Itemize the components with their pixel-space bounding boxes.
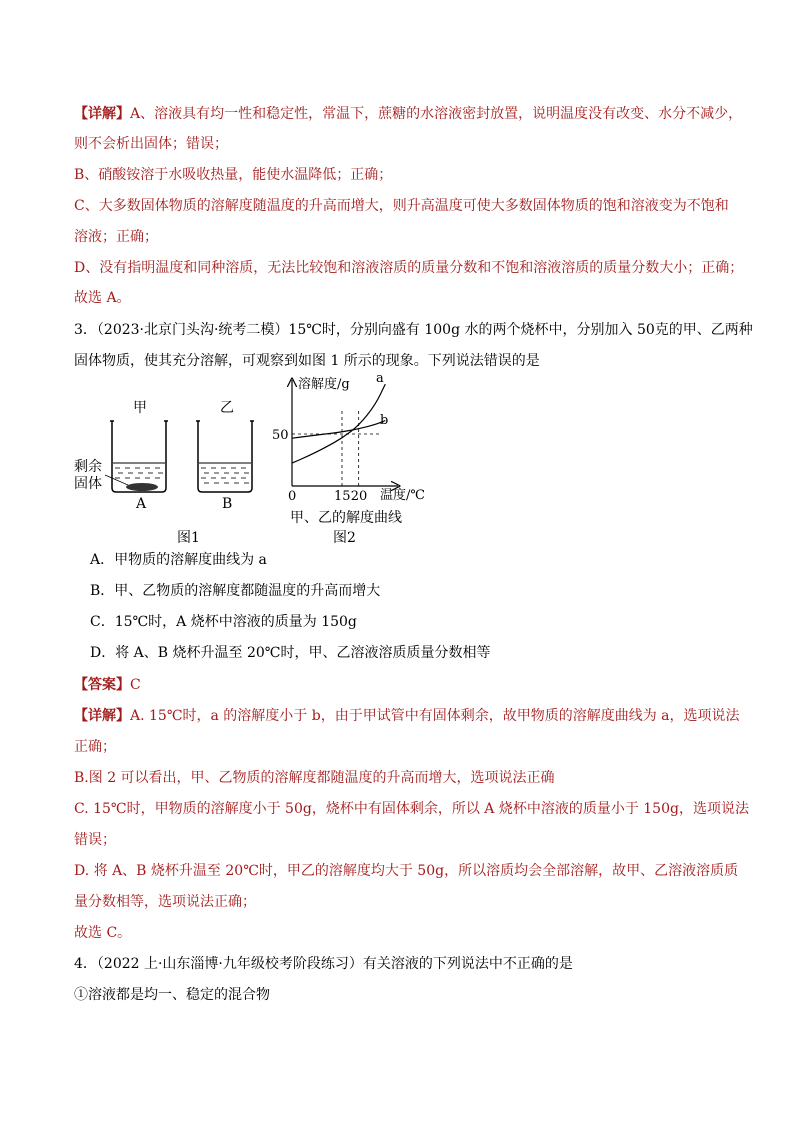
question4-item-1: ①溶液都是均一、稳定的混合物 bbox=[74, 987, 270, 1003]
q3-detail-line-1: 【详解】A. 15℃时，a 的溶解度小于 b，由于甲试管中有固体剩余，故甲物质的溶解度曲线为 a，选项说法 bbox=[74, 708, 740, 724]
series-label-a: a bbox=[376, 371, 384, 386]
answer-bracket: 【答案】 bbox=[74, 677, 130, 693]
answer-line bbox=[74, 675, 754, 695]
x-tick-label: 15 bbox=[334, 489, 351, 504]
label-beaker-a: A bbox=[136, 496, 147, 512]
option-a: A．甲物质的溶解度曲线为 a bbox=[90, 552, 267, 568]
label-residue-1: 剩余 bbox=[74, 459, 102, 475]
x-tick-label: 20 bbox=[350, 489, 368, 504]
figure2-caption-title: 甲、乙的解度曲线 bbox=[290, 510, 402, 526]
residue-solid-icon bbox=[126, 483, 158, 491]
q3-detail-line-4: C. 15℃时，甲物质的溶解度小于 50g，烧杯中有固体剩余，所以 A 烧杯中溶液的质量小于 150g，选项说法 bbox=[74, 801, 749, 817]
y-tick-label: 50 bbox=[272, 428, 289, 443]
option-d: D．将 A、B 烧杯升温至 20℃时，甲、乙溶液溶质质量分数相等 bbox=[90, 645, 491, 661]
x-tick-label: 0 bbox=[288, 489, 297, 504]
detail-line-6: D、没有指明温度和同种溶质，无法比较饱和溶液溶质的质量分数和不饱和溶液溶质的质量分数大小；正确； bbox=[74, 260, 744, 276]
option-b: B．甲、乙物质的溶解度都随温度的升高而增大 bbox=[90, 583, 381, 599]
solubility-curve-b bbox=[292, 421, 385, 439]
q3-detail-line-2: 正确； bbox=[74, 739, 116, 755]
q3-detail-line-3: B.图 2 可以看出，甲、乙物质的溶解度都随温度的升高而增大，选项说法正确 bbox=[74, 770, 555, 786]
detail-line-5: 溶液；正确； bbox=[74, 229, 158, 245]
detail-bracket: 【详解】 bbox=[74, 106, 130, 122]
question4-stem: 4．（2022 上·山东淄博·九年级校考阶段练习）有关溶液的下列说法中不正确的是 bbox=[74, 956, 573, 972]
answer-value: C bbox=[130, 677, 141, 693]
beaker-a bbox=[105, 421, 168, 492]
label-yi: 乙 bbox=[220, 400, 234, 416]
detail-line-2: 则不会析出固体；错误； bbox=[74, 136, 228, 152]
option-c: C．15℃时，A 烧杯中溶液的质量为 150g bbox=[90, 614, 357, 630]
q3-detail-line-7: 量分数相等，选项说法正确； bbox=[74, 894, 256, 910]
label-residue-2: 固体 bbox=[74, 476, 102, 492]
detail-line-1: 【详解】A、溶液具有均一性和稳定性，常温下，蔗糖的水溶液密封放置，说明温度没有改变、水分不减少， bbox=[74, 106, 743, 122]
solubility-curve-a bbox=[292, 384, 385, 463]
beaker-b bbox=[196, 421, 254, 492]
q3-detail-line-6: D. 将 A、B 烧杯升温至 20℃时，甲乙的溶解度均大于 50g，所以溶质均会全部溶解，故甲、乙溶液溶质质 bbox=[74, 863, 739, 879]
x-axis-label: 温度/℃ bbox=[380, 488, 425, 503]
y-axis-label: 溶解度/g bbox=[298, 377, 350, 392]
label-beaker-b: B bbox=[222, 496, 233, 512]
detail-line-4: C、大多数固体物质的溶解度随温度的升高而增大，则升高温度可使大多数固体物质的饱和溶液变为不饱和 bbox=[74, 198, 729, 214]
q3-detail-line-5: 错误； bbox=[74, 832, 116, 848]
series-label-b: b bbox=[380, 413, 389, 428]
q3-detail-line-8: 故选 C。 bbox=[74, 925, 132, 941]
detail-line-7: 故选 A。 bbox=[74, 290, 131, 306]
figure2-caption: 图2 bbox=[333, 530, 356, 546]
figure1-caption: 图1 bbox=[177, 530, 200, 546]
label-jia: 甲 bbox=[133, 400, 147, 416]
question3-stem-1: 3．（2023·北京门头沟·统考二模）15℃时，分别向盛有 100g 水的两个烧杯中，分别加入 50克的甲、乙两种 bbox=[74, 322, 753, 338]
q3-detail-bracket: 【详解】 bbox=[74, 708, 130, 724]
question3-stem-2: 固体物质，使其充分溶解，可观察到如图 1 所示的现象。下列说法错误的是 bbox=[74, 353, 540, 369]
detail-line-3: B、硝酸铵溶于水吸收热量，能使水温降低；正确； bbox=[74, 167, 393, 183]
